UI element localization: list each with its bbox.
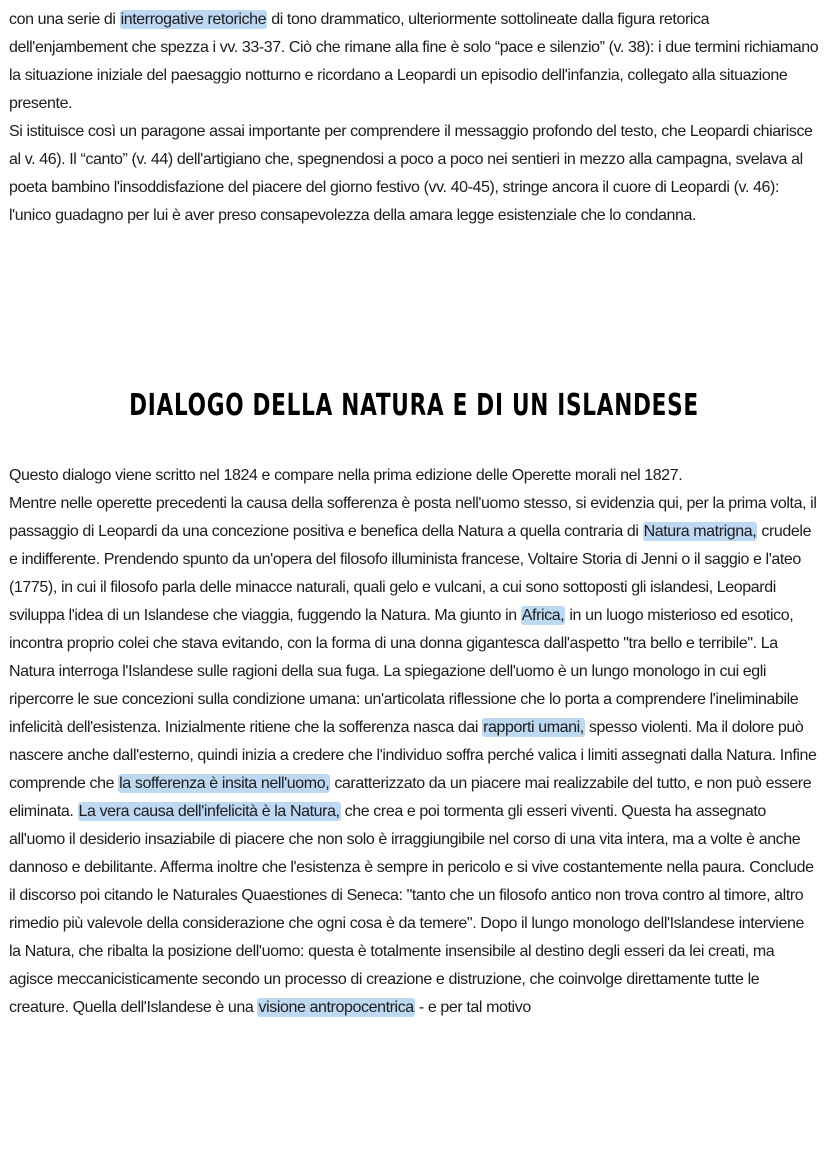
highlighted-text: visione antropocentrica xyxy=(258,999,414,1016)
section-heading: DIALOGO DELLA NATURA E DI UN ISLANDESE xyxy=(129,388,699,423)
highlighted-text: Natura matrigna, xyxy=(643,523,757,540)
text-segment: crudele e indifferente. Prendendo spunto da un'opera del filosofo illuminista francese, Voltaire Storia di Jenni o il saggio e l'ateo (1775), in cui il filosofo parla delle minacce naturali, quali gelo e vulcani, a cui sono sottoposti gli islandesi, Leopardi sviluppa l'idea di un Islandese che viaggia, fuggendo la Natura. Ma giunto in xyxy=(9,523,812,624)
text-segment: che crea e poi tormenta gli esseri viventi. Questa ha assegnato all'uomo il desiderio insaziabile di piacere che non solo è irraggiungibile nel corso di una vita intera, ma a volte è anche dannoso e debilitante. Afferma inoltre che l'esistenza è sempre in pericolo e si vive costantemente nella paura. Conclude il discorso poi citando le Naturales Quaestiones di Seneca: "tanto che un filosofo antico non trova contro al timore, altro rimedio più valevole della considerazione che ogni cosa è da temere". Dopo il lungo monologo dell'Islandese interviene la Natura, che ribalta la posizione dell'uomo: questa è totalmente insensibile al destino degli esseri da lei creati, ma agisce meccanicisticamente secondo un processo di creazione e distruzione, che coinvolge direttamente tutte le creature. Quella dell'Islandese è una xyxy=(9,803,814,1016)
highlighted-text: Africa, xyxy=(521,607,565,624)
text-segment: con una serie di xyxy=(9,11,120,28)
paragraph xyxy=(9,462,819,490)
text-segment: Mentre nelle operette precedenti la causa della sofferenza è posta nell'uomo stesso, si evidenzia qui, per la prima volta, il passaggio di Leopardi da una concezione positiva e benefica della Natura a quella contraria di xyxy=(9,495,817,540)
text-segment: in un luogo misterioso ed esotico, incontra proprio colei che stava evitando, con la forma di una donna gigantesca dall'aspetto "tra bello e terribile". La Natura interroga l'Islandese sulle ragioni della sua fuga. La spiegazione dell'uomo è un lungo monologo in cui egli ripercorre le sue concezioni sulla condizione umana: un'articolata riflessione che lo porta a comprendere l'ineliminabile infelicità dell'esistenza. Inizialmente ritiene che la sofferenza nasca dai xyxy=(9,607,799,736)
notes-section-dialogo xyxy=(9,462,819,1022)
highlighted-text: interrogative retoriche xyxy=(120,11,267,28)
text-segment: caratterizzato da un piacere mai realizzabile del tutto, e non può essere eliminata. xyxy=(9,775,812,820)
paragraph xyxy=(9,6,819,118)
paragraph xyxy=(9,118,819,230)
text-segment: Questo dialogo viene scritto nel 1824 e compare nella prima edizione delle Operette morali nel 1827. xyxy=(9,467,683,484)
highlighted-text: La vera causa dell'infelicità è la Natura, xyxy=(78,803,340,820)
notes-section-canto-notturno xyxy=(9,6,819,230)
highlighted-text: rapporti umani, xyxy=(483,719,584,736)
text-segment: - e per tal motivo xyxy=(414,999,531,1016)
text-segment: spesso violenti. Ma il dolore può nascere anche dall'esterno, quindi inizia a credere che l'individuo soffra perché valica i limiti assegnati dalla Natura. Infine comprende che xyxy=(9,719,817,792)
paragraph xyxy=(9,490,819,1022)
highlighted-text: la sofferenza è insita nell'uomo, xyxy=(119,775,330,792)
text-segment: di tono drammatico, ulteriormente sottolineate dalla figura retorica dell'enjambement che spezza i vv. 33-37. Ciò che rimane alla fine è solo “pace e silenzio” (v. 38): i due termini richiamano la situazione iniziale del paesaggio notturno e ricordano a Leopardi un episodio dell'infanzia, collegato alla situazione presente. xyxy=(9,11,819,112)
text-segment: Si istituisce così un paragone assai importante per comprendere il messaggio profondo del testo, che Leopardi chiarisce al v. 46). Il “canto” (v. 44) dell'artigiano che, spegnendosi a poco a poco nei sentieri in mezzo alla campagna, svelava al poeta bambino l'insoddisfazione del piacere del giorno festivo (vv. 40-45), stringe ancora il cuore di Leopardi (v. 46): l'unico guadagno per lui è aver preso consapevolezza della amara legge esistenziale che lo condanna. xyxy=(9,123,813,224)
